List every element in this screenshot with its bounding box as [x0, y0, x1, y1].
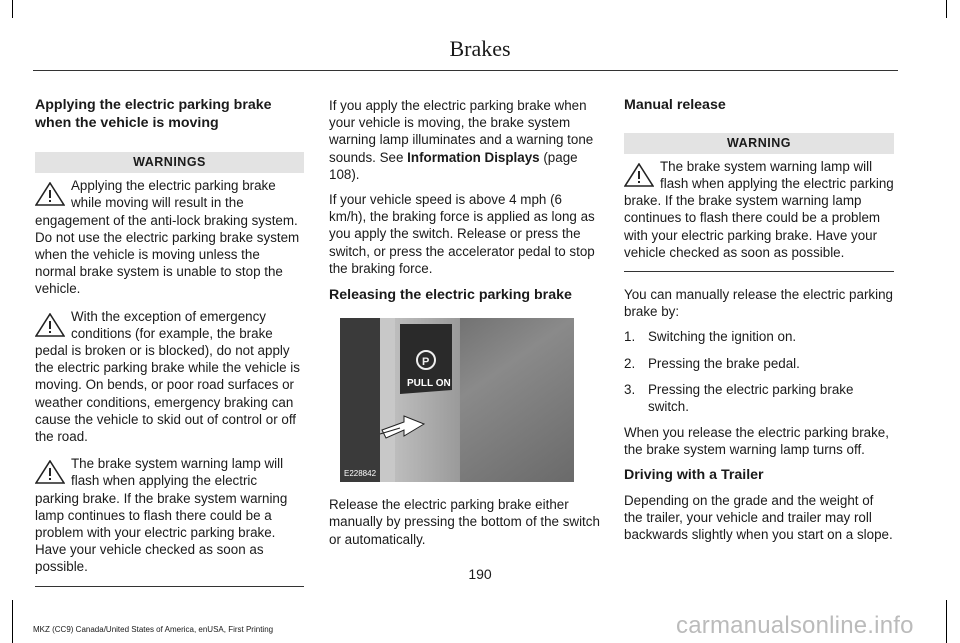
warning-text: With the exception of emergency conditions (for example, the brake pedal is broken or is blocked), do not apply the electric parking brake while the vehicle is moving. On bends, or poor road surfaces or weather conditions, emergency braking can cause the vehicle to skid out of control or off the road. — [35, 308, 300, 445]
warning-triangle-icon — [35, 460, 65, 484]
figure-code: E228842 — [344, 469, 377, 479]
warning-end-rule — [624, 271, 894, 272]
footer-text: MKZ (CC9) Canada/United States of America, enUSA, First Printing — [33, 625, 274, 634]
switch-illustration — [340, 318, 574, 482]
warning-triangle-icon — [624, 163, 654, 187]
warning-text: The brake system warning lamp will flash when applying the electric parking brake. If the brake system warning lamp continues to flash there could be a problem with your electric parking brake. Have your vehicle checked as soon as possible. — [624, 158, 894, 260]
crop-mark — [12, 600, 13, 643]
section-heading: Driving with a Trailer — [624, 466, 764, 483]
paragraph: You can manually release the electric parking brake by: — [624, 286, 893, 320]
header-divider — [33, 70, 898, 71]
warning-text: Applying the electric parking brake while moving will result in the engagement of the anti-lock braking system. Do not use the electric parking brake system when the vehicle is moving unless the normal brake system is unable to stop the vehicle. — [35, 178, 300, 297]
watermark: carmanualsonline.info — [676, 612, 914, 639]
column-left — [35, 97, 304, 587]
paragraph: Release the electric parking brake either manually by pressing the bottom of the switch or automatically. — [329, 497, 600, 547]
steps-list — [624, 328, 894, 415]
paragraph-text: If you apply the electric parking brake when your vehicle is moving, the brake system warning lamp illuminates and a warning tone sounds. See — [329, 98, 594, 165]
section-heading: Manual release — [624, 97, 726, 113]
section-heading: Applying the electric parking brake when the vehicle is moving — [35, 97, 272, 131]
page-number: 190 — [468, 566, 492, 582]
list-item — [624, 355, 894, 372]
cross-reference-link[interactable]: Information Displays — [407, 149, 540, 165]
step-number: 2. — [624, 355, 636, 371]
parking-brake-switch-figure — [340, 318, 574, 482]
section-heading: Releasing the electric parking brake — [329, 287, 572, 304]
column-right — [624, 97, 894, 551]
column-middle — [329, 97, 601, 556]
warning-text: The brake system warning lamp will flash when applying the electric parking brake. If the brake system warning lamp continues to flash there could be a problem with your electric parking brake. Have your vehicle checked as soon as possible. — [35, 456, 288, 575]
warnings-label: WARNINGS — [35, 152, 304, 173]
svg-text:P: P — [422, 356, 430, 369]
paragraph-text: (page 108). — [329, 149, 578, 182]
list-item — [624, 328, 894, 345]
step-number: 3. — [624, 381, 636, 397]
warning-item — [624, 158, 894, 261]
warning-triangle-icon — [35, 182, 65, 206]
paragraph — [329, 97, 601, 183]
warning-triangle-icon — [35, 313, 65, 337]
crop-mark — [946, 600, 947, 643]
step-text: Pressing the brake pedal. — [648, 355, 800, 371]
page-title: Brakes — [449, 36, 511, 61]
paragraph: If your vehicle speed is above 4 mph (6 km/h), the braking force is applied as long as you apply the switch. Release or press the switch, or press the accelerator pedal to stop the braking force. — [329, 192, 595, 276]
paragraph: When you release the electric parking brake, the brake system warning lamp turns off. — [624, 425, 889, 458]
switch-label: PULL ON — [407, 378, 451, 390]
warnings-end-rule — [35, 586, 304, 587]
crop-mark — [12, 0, 13, 18]
warning-label: WARNING — [624, 133, 894, 154]
list-item — [624, 381, 894, 415]
warning-item — [35, 177, 304, 297]
warning-item — [35, 455, 304, 575]
step-number: 1. — [624, 329, 636, 345]
step-text: Pressing the electric parking brake switch. — [648, 381, 854, 414]
warning-item — [35, 308, 304, 446]
crop-mark — [946, 0, 947, 18]
paragraph: Depending on the grade and the weight of the trailer, your vehicle and trailer may roll backwards slightly when you start on a slope. — [624, 492, 893, 543]
step-text: Switching the ignition on. — [648, 329, 797, 345]
